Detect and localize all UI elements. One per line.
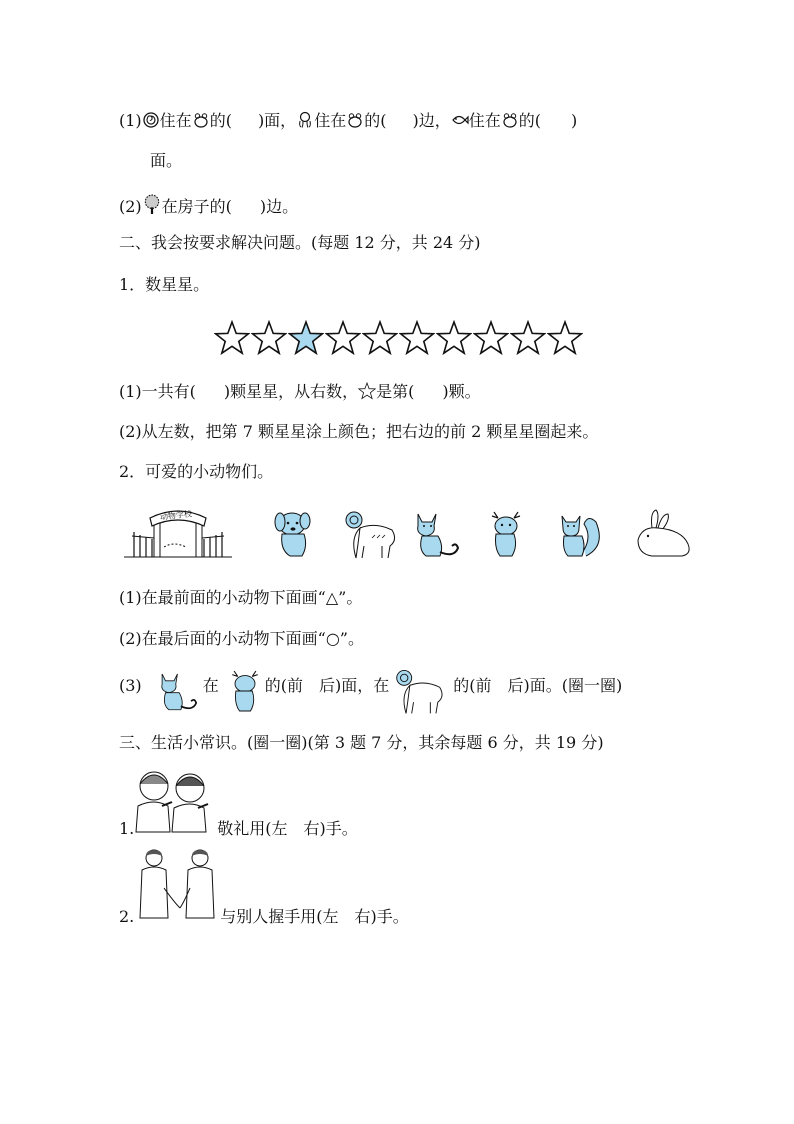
section2-q1-title: 1．数星星。: [119, 275, 210, 294]
star: [251, 320, 287, 356]
section2-heading: 二、我会按要求解决问题。(每题 12 分，共 24 分): [119, 233, 481, 252]
star-icon: [358, 382, 376, 400]
section3-q1: 1. 敬礼用(左 右)手。: [119, 819, 358, 838]
cat-icon: [412, 508, 466, 560]
star: [325, 320, 361, 356]
star: [362, 320, 398, 356]
frog-icon: [192, 111, 210, 129]
deer-icon: [484, 508, 528, 560]
star: [399, 320, 435, 356]
star: [510, 320, 546, 356]
animal-question-3: (3) 在 的(前 后)面，在 的(前 后)面。(圈一圈): [119, 655, 622, 717]
frog-icon: [501, 111, 519, 129]
animals-row: [124, 500, 704, 570]
fish-icon: [451, 111, 469, 129]
star-question-1: (1)一共有( )颗星星，从右数， 是第( )颗。: [119, 382, 481, 401]
star-highlighted: [288, 320, 324, 356]
tree-icon: [142, 193, 162, 215]
frog-icon: [346, 111, 364, 129]
dog-icon: [272, 508, 316, 560]
star-row: [214, 320, 584, 360]
star: [473, 320, 509, 356]
star: [547, 320, 583, 356]
q1-number: (1): [119, 111, 142, 130]
school-sign-text: 动物学校: [159, 509, 193, 522]
rabbit-icon: [630, 508, 694, 560]
goat-icon: [393, 665, 449, 717]
q1-continuation: 面。: [150, 151, 183, 170]
q1-line: (1) 住在 的( )面， 住在 的( )边， 住在 的( ): [119, 111, 578, 130]
section2-q2-title: 2．可爱的小动物们。: [119, 462, 274, 481]
q2-line: (2) 在房子的( )边。: [119, 193, 298, 218]
goat-icon: [342, 508, 402, 560]
octopus-icon: [296, 111, 314, 129]
star-question-2: (2)从左数，把第 7 颗星星涂上颜色；把右边的前 2 颗星星圈起来。: [119, 422, 599, 441]
animal-question-1: (1)在最前面的小动物下面画“△”。: [119, 588, 363, 607]
deer-icon: [225, 665, 265, 717]
section3-q2: 2. 与别人握手用(左 右)手。: [119, 907, 409, 926]
squirrel-icon: [554, 508, 604, 560]
snail-icon: [142, 111, 160, 129]
star: [214, 320, 250, 356]
cat-icon: [157, 665, 203, 717]
animal-question-2: (2)在最后面的小动物下面画“○”。: [119, 629, 364, 648]
star: [436, 320, 472, 356]
section3-heading: 三、生活小常识。(圈一圈)(第 3 题 7 分，其余每题 6 分，共 19 分): [119, 733, 604, 752]
